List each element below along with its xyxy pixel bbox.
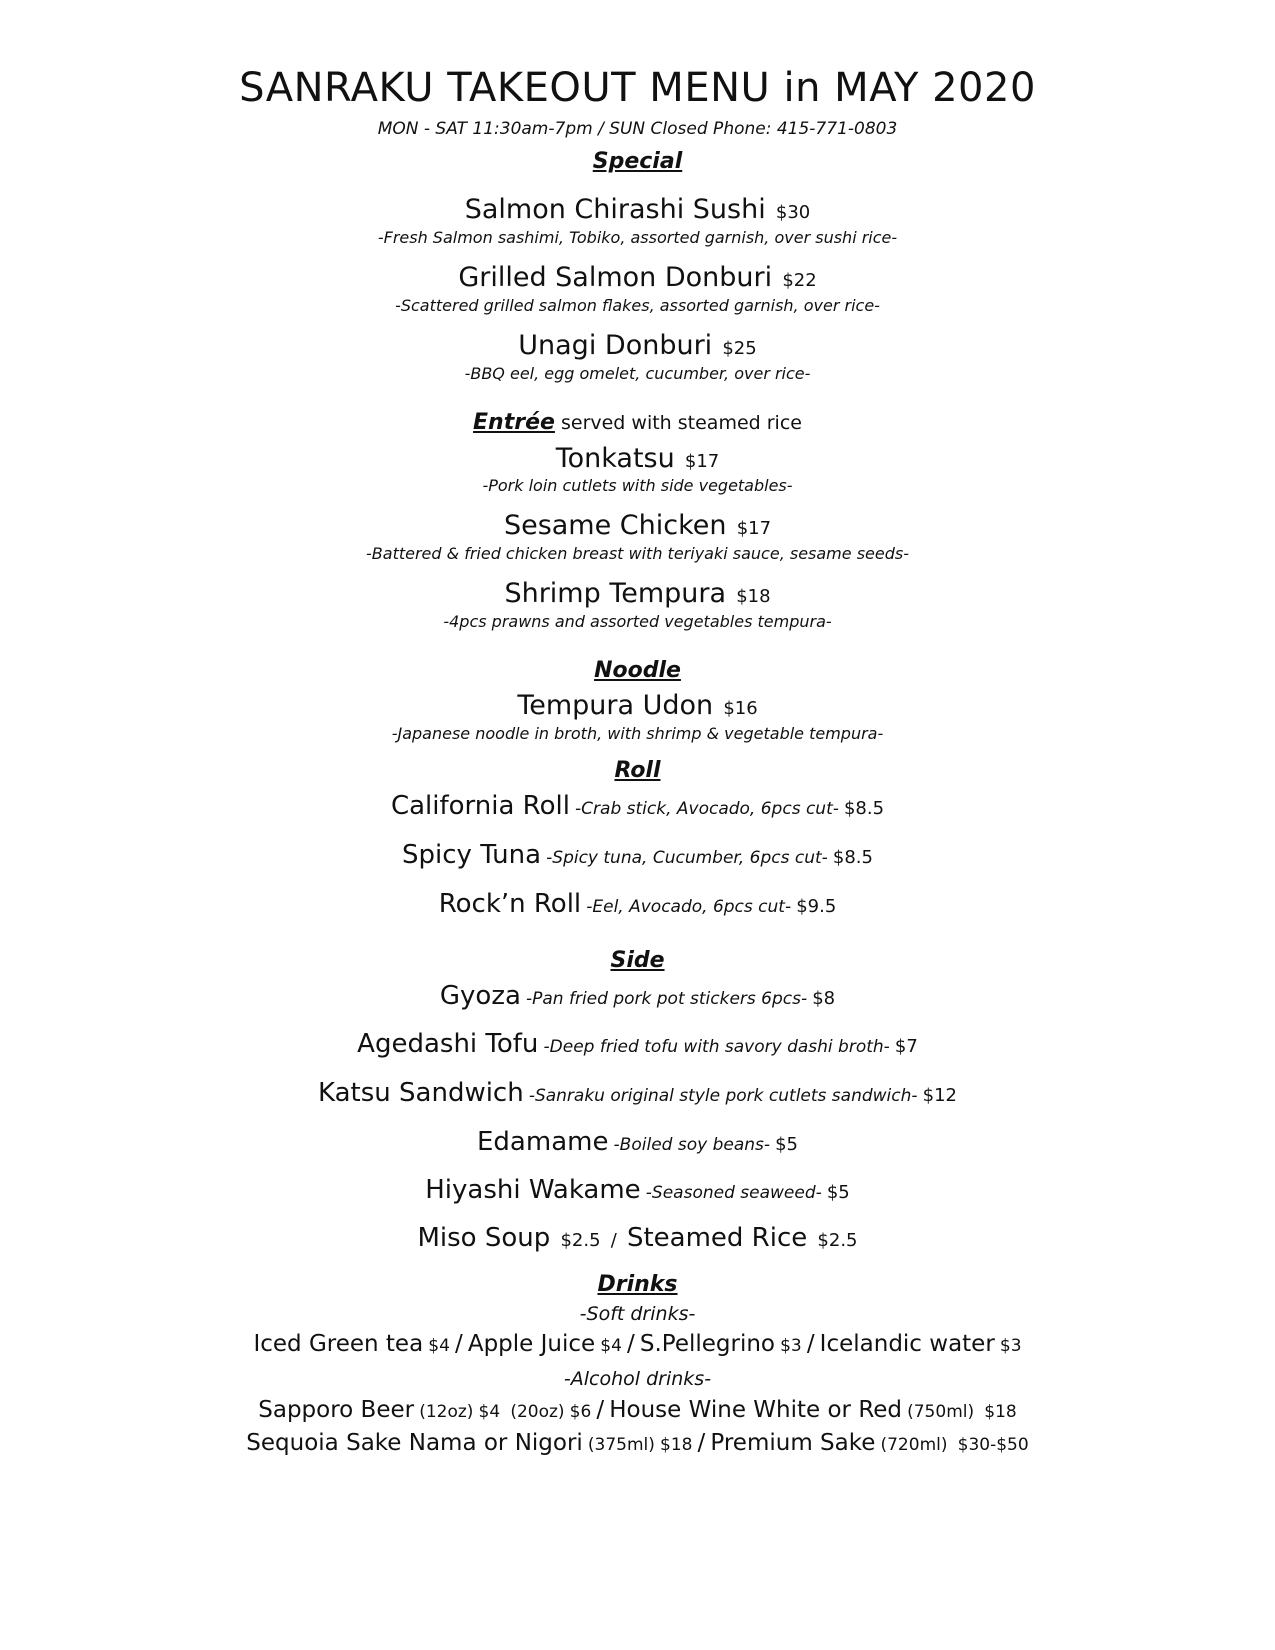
item-description: -Battered & fried chicken breast with teriyaki sauce, sesame seeds-	[366, 544, 909, 563]
section-heading-note: served with steamed rice	[554, 412, 802, 434]
item-price: $18	[736, 586, 771, 607]
item-name: Spicy Tuna	[402, 840, 542, 870]
section-heading-entree	[0, 412, 1275, 434]
item-name: Steamed Rice	[626, 1223, 808, 1253]
drink-size: (12oz)	[419, 1402, 474, 1422]
item-price: $30	[775, 202, 811, 223]
drink-size: (20oz)	[510, 1402, 565, 1422]
drink-name: Sequoia Sake Nama or Nigori	[246, 1430, 583, 1456]
item-description: -Scattered grilled salmon flakes, assorted garnish, over rice-	[395, 296, 880, 315]
drink-price: $6	[569, 1402, 592, 1422]
drink-price: $18	[660, 1435, 693, 1455]
item-description: -BBQ eel, egg omelet, cucumber, over rice-	[464, 364, 811, 383]
drink-price: $30-$50	[957, 1435, 1029, 1455]
item-description: -Boiled soy beans-	[613, 1135, 770, 1155]
drink-price: $4	[600, 1336, 622, 1356]
item-price: $25	[722, 338, 757, 359]
separator: /	[610, 1230, 617, 1251]
drink-name: Premium Sake	[710, 1430, 876, 1456]
menu-item-hiyashi-wakame	[0, 1177, 1275, 1203]
item-description: -Seasoned seaweed-	[645, 1183, 822, 1203]
item-name: Unagi Donburi	[518, 330, 713, 361]
menu-item-katsu-sandwich	[0, 1080, 1275, 1106]
sake-line: Sequoia Sake Nama or Nigori (375ml) $18 / Premium Sake (720ml) $30-$50	[246, 1430, 1029, 1456]
drink-size: (375ml)	[587, 1435, 655, 1455]
item-description: -Eel, Avocado, 6pcs cut-	[586, 897, 792, 917]
drink-name: House Wine White or Red	[609, 1397, 903, 1423]
item-name: Rock’n Roll	[438, 889, 582, 919]
menu-item-gyoza	[0, 983, 1275, 1009]
item-price: $22	[782, 270, 817, 291]
item-name: Miso Soup	[417, 1223, 551, 1253]
item-price: $5	[775, 1134, 798, 1155]
item-price: $5	[826, 1182, 850, 1203]
drink-price: $18	[984, 1402, 1017, 1422]
drink-size: (720ml)	[880, 1435, 948, 1455]
item-price: $16	[723, 698, 758, 719]
drink-name: Sapporo Beer	[258, 1397, 415, 1423]
item-price: $9.5	[796, 896, 837, 917]
drink-name: Apple Juice	[467, 1331, 596, 1357]
beer-wine-line: Sapporo Beer (12oz) $4 (20oz) $6 / House Wine White or Red (750ml) $18	[258, 1397, 1017, 1423]
menu-item-salmon-chirashi	[0, 196, 1275, 223]
drink-name: S.Pellegrino	[639, 1331, 775, 1357]
item-name: Hiyashi Wakame	[425, 1175, 641, 1205]
hours-phone: MON - SAT 11:30am-7pm / SUN Closed Phone: 415-771-0803	[377, 119, 898, 139]
item-description: -Fresh Salmon sashimi, Tobiko, assorted garnish, over sushi rice-	[377, 228, 898, 247]
menu-item-edamame	[0, 1129, 1275, 1155]
item-price: $2.5	[817, 1230, 858, 1251]
item-name: Gyoza	[439, 981, 521, 1011]
item-description: -Japanese noodle in broth, with shrimp & vegetable tempura-	[391, 724, 884, 743]
menu-item-spicy-tuna	[0, 842, 1275, 868]
menu-item-shrimp-tempura	[0, 580, 1275, 607]
item-price: $8.5	[843, 798, 885, 819]
item-price: $17	[736, 518, 772, 539]
item-price: $2.5	[560, 1230, 601, 1251]
item-description: -Crab stick, Avocado, 6pcs cut-	[575, 799, 839, 819]
item-name: Grilled Salmon Donburi	[458, 262, 773, 293]
drink-price: $3	[780, 1336, 802, 1356]
drink-size: (750ml)	[907, 1402, 975, 1422]
item-description: -4pcs prawns and assorted vegetables tempura-	[443, 612, 832, 631]
item-name: Edamame	[477, 1127, 609, 1157]
soft-drinks-heading: -Soft drinks-	[579, 1303, 696, 1325]
section-heading-noodle: Noodle	[594, 658, 681, 683]
item-name: Tonkatsu	[555, 443, 675, 474]
item-description: -Sanraku original style pork cutlets sandwich-	[528, 1086, 918, 1106]
item-name: California Roll	[390, 791, 570, 821]
item-price: $8.5	[832, 847, 873, 868]
item-name: Salmon Chirashi Sushi	[464, 194, 766, 225]
item-name: Shrimp Tempura	[504, 578, 727, 609]
item-price: $8	[812, 988, 836, 1009]
menu-item-tempura-udon	[0, 692, 1275, 719]
menu-item-agedashi-tofu	[0, 1031, 1275, 1057]
section-heading-drinks: Drinks	[597, 1272, 678, 1297]
section-heading-roll: Roll	[614, 758, 661, 783]
item-name: Katsu Sandwich	[318, 1078, 524, 1108]
item-price: $17	[684, 451, 720, 472]
menu-item-sesame-chicken	[0, 512, 1275, 539]
item-name: Sesame Chicken	[503, 510, 727, 541]
drink-name: Iced Green tea	[253, 1331, 424, 1357]
drink-price: $3	[999, 1336, 1022, 1356]
item-price: $7	[894, 1036, 918, 1057]
alcohol-drinks-heading: -Alcohol drinks-	[563, 1368, 712, 1390]
menu-item-california-roll	[0, 793, 1275, 819]
item-description: -Pan fried pork pot stickers 6pcs-	[526, 989, 808, 1009]
drink-price: $4	[428, 1336, 450, 1356]
section-heading-text: Entrée	[473, 410, 555, 435]
menu-item-grilled-salmon-donburi	[0, 264, 1275, 291]
section-heading-side: Side	[610, 948, 665, 973]
menu-item-miso-soup-steamed-rice	[0, 1225, 1275, 1251]
drink-price: $4	[478, 1402, 501, 1422]
drink-name: Icelandic water	[819, 1331, 995, 1357]
soft-drinks-line: Iced Green tea $4 / Apple Juice $4 / S.Pellegrino $3 / Icelandic water $3	[253, 1331, 1022, 1357]
item-name: Agedashi Tofu	[357, 1029, 539, 1059]
item-description: -Pork loin cutlets with side vegetables-	[482, 476, 793, 495]
menu-item-tonkatsu	[0, 445, 1275, 472]
menu-item-unagi-donburi	[0, 332, 1275, 359]
item-description: -Deep fried tofu with savory dashi broth-	[543, 1037, 890, 1057]
menu-item-rock-n-roll	[0, 891, 1275, 917]
menu-title: SANRAKU TAKEOUT MENU in MAY 2020	[239, 65, 1036, 111]
item-name: Tempura Udon	[517, 690, 714, 721]
section-heading-special: Special	[592, 149, 683, 174]
item-description: -Spicy tuna, Cucumber, 6pcs cut-	[546, 848, 828, 868]
item-price: $12	[922, 1085, 957, 1106]
